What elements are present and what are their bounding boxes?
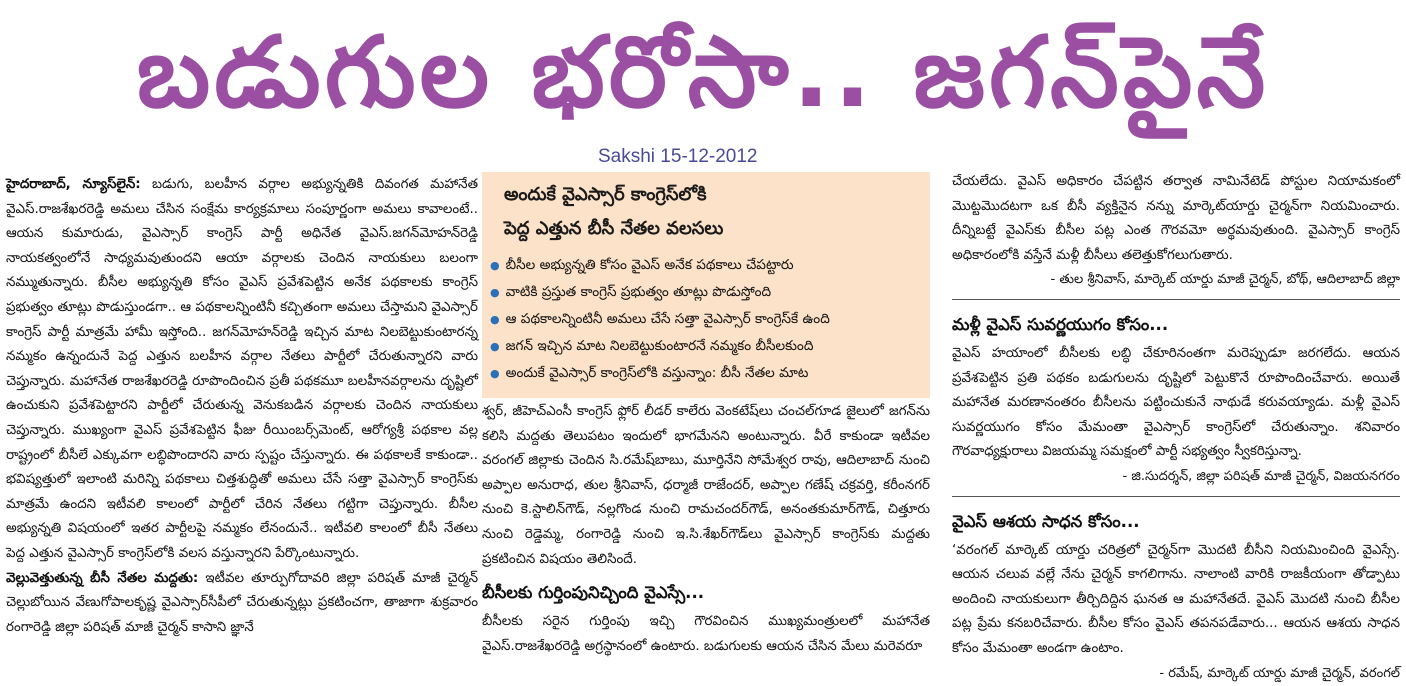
bullet-dot-icon: ● bbox=[490, 259, 500, 272]
bullet-dot-icon: ● bbox=[490, 313, 500, 326]
bullet-text: జగన్ ఇచ్చిన మాట నిలబెట్టుకుంటారనే నమ్మకం బీసీలకుంది bbox=[506, 338, 814, 354]
subheading: వైఎస్ ఆశయ సాధన కోసం... bbox=[952, 507, 1400, 537]
bullet-item bbox=[490, 360, 922, 387]
paragraph-support bbox=[6, 567, 478, 641]
paragraph-quote: చేయలేదు. వైఎస్ అధికారం చేపట్టిన తర్వాత నామినేటెడ్ పోస్టుల నియామకంలో మొట్టమొదటగా ఒక బీసీ వ్యక్తినైన నన్ను మార్కెట్‌యార్డు చైర్మన్‌గా నియమించారు. దీన్నిబట్టే వైఎస్‌కు బీసీల పట్ల ఎంత గౌరవమో అర్థమవుతుంది. వైఎస్సార్ కాంగ్రెస్ అధికారంలోకి వస్తేనే మళ్లీ బీసీలు తలెత్తుకోగలుగుతారు. bbox=[952, 170, 1400, 268]
bullet-dot-icon: ● bbox=[490, 286, 500, 299]
quote-signature: - తుల శ్రీనివాస్, మార్కెట్ యార్డు మాజీ చైర్మన్, బోథ్, ఆదిలాబాద్ జిల్లా bbox=[952, 268, 1400, 293]
bullet-item bbox=[490, 333, 922, 360]
dateline: Sakshi 15-12-2012 bbox=[598, 146, 808, 168]
subheading: బీసీలకు గుర్తింపునిచ్చింది వైఎస్సే... bbox=[482, 578, 930, 608]
subheading: మళ్లీ వైఎస్ సువర్ణయుగం కోసం... bbox=[952, 310, 1400, 340]
bullet-dot-icon: ● bbox=[490, 340, 500, 353]
paragraph-text: బీసీలకు సరైన గుర్తింపు ఇచ్చి గౌరవించిన ముఖ్యమంత్రులలో మహానేత వైఎస్.రాజశేఖరరెడ్డి అగ్రస్థానంలో ఉంటారు. బడుగులకు ఆయన చేసిన మేలు మరెవరూ bbox=[482, 610, 930, 659]
bullet-text: ఆ పథకాలన్నింటినీ అమలు చేసే సత్తా వైఎస్సార్ కాంగ్రెస్‌కే ఉంది bbox=[506, 311, 830, 327]
box-bullet-list bbox=[482, 252, 930, 387]
paragraph-runin: వెల్లువెత్తుతున్న బీసీ నేతల మద్దతు: bbox=[6, 571, 198, 586]
bullet-item bbox=[490, 306, 922, 333]
box-heading-line-1: అందుకే వైఎస్సార్ కాంగ్రెస్‌లోకి bbox=[504, 178, 920, 212]
quote-signature: - జి.సుదర్శన్, జిల్లా పరిషత్ మాజీ చైర్మన్, విజయనగరం bbox=[952, 465, 1400, 490]
article-column-2 bbox=[482, 400, 930, 664]
box-heading-line-2: పెద్ద ఎత్తున బీసీ నేతల వలసలు bbox=[504, 212, 920, 246]
article-column-3 bbox=[952, 170, 1400, 664]
paragraph-continued: శ్వర్, జీహెచ్‌ఎంసీ కాంగ్రెస్ ఫ్లోర్ లీడర్ కాలేరు వెంకటేష్‌లు చంచల్‌గూడ జైలులో జగన్‌ను కలిసి మద్దతు తెలుపటం ఇందులో భాగమేనని అంటున్నారు. వీరే కాకుండా ఇటీవల వరంగల్ జిల్లాకు చెందిన సి.రమేష్‌బాబు, మూర్తినేని సోమేశ్వర రావు, ఆదిలాబాద్ నుంచి అప్పాల అనురాధ, తుల శ్రీనివాస్, ధర్మాజీ రాజేందర్, అప్పాల గణేష్ చక్రవర్తి, కరీంనగర్ నుంచి కె.స్టాలిన్‌గౌడ్, నల్లగొండ నుంచి రామచందర్‌గౌడ్, అనంతకుమార్‌గౌడ్, చిత్తూరు నుంచి రెడ్డెమ్మ, రంగారెడ్డి నుంచి ఇ.సి.శేఖర్‌గౌడ్‌లు వైఎస్సార్ కాంగ్రెస్‌కు మద్దతు ప్రకటించిన విషయం తెలిసిందే. bbox=[482, 400, 930, 572]
highlight-box bbox=[482, 172, 930, 398]
paragraph-intro bbox=[6, 173, 478, 567]
paragraph-quote: ‘వరంగల్ మార్కెట్ యార్డు చరిత్రలో చైర్మన్‌గా మొదటి బీసీని నియమించింది వైఎస్సే. ఆయన చలువ వల్లే నేను చైర్మన్ కాగలిగాను. నాలాంటి వారికి రాజకీయంగా తోడ్పాటు అందించి నాయకులుగా తీర్చిదిద్దిన ఘనత ఆ మహానేతదే. వైఎస్ మొదటి నుంచి బీసీల పట్ల ప్రేమ కనబరిచేవారు. బీసీల కోసం వైఎస్ తపనపడేవారు... ఆయన ఆశయ సాధన కోసం మేమంతా అండగా ఉంటాం. bbox=[952, 539, 1400, 662]
bullet-item bbox=[490, 252, 922, 279]
headline: బడుగుల భరోసా.. జగన్‌పైనే bbox=[0, 0, 1406, 146]
paragraph-quote: వైఎస్ హయాంలో బీసీలకు లబ్ధి చేకూరినంతగా మరెప్పుడూ జరగలేదు. ఆయన ప్రవేశపెట్టిన ప్రతి పథకం బడుగులను దృష్టిలో పెట్టుకొనే రూపొందించేవారు. అయితే మహానేత మరణానంతరం బీసీలను పట్టించుకునే నాథుడే కరువయ్యాడు. మళ్లీ వైఎస్ సువర్ణయుగం కోసం మేమంతా వైఎస్సార్ కాంగ్రెస్‌లో చేరుతున్నాం. శనివారం గౌరవాధ్యక్షురాలు విజయమ్మ సమక్షంలో పార్టీ సభ్యత్వం స్వీకరిస్తున్నా. bbox=[952, 342, 1400, 465]
divider bbox=[952, 496, 1400, 497]
article-column-1 bbox=[6, 173, 478, 663]
bullet-text: అందుకే వైఎస్సార్ కాంగ్రెస్‌లోకి వస్తున్నాం: బీసీ నేతల మాట bbox=[506, 365, 809, 381]
paragraph-runin: హైదరాబాద్, న్యూస్‌లైన్: bbox=[6, 177, 141, 192]
bullet-text: బీసీల అభ్యున్నతి కోసం వైఎస్ అనేక పథకాలు చేపట్టారు bbox=[506, 257, 794, 273]
box-heading bbox=[482, 172, 930, 246]
paragraph-text: బడుగు, బలహీన వర్గాల అభ్యున్నతికి దివంగత మహానేత వైఎస్.రాజశేఖరరెడ్డి అమలు చేసిన సంక్షేమ కార్యక్రమాలు సంపూర్ణంగా అమలు కావాలంటే.. ఆయన కుమారుడు, వైఎస్సార్ కాంగ్రెస్ పార్టీ అధినేత వైఎస్.జగన్‌మోహన్‌రెడ్డి నాయకత్వంలోనే సాధ్యమవుతుందని ఆయా వర్గాలకు చెందిన నాయకులు బలంగా నమ్ముతున్నారు. బీసీల అభ్యున్నతి కోసం వైఎస్ ప్రవేశపెట్టిన అనేక పథకాలకు కాంగ్రెస్ ప్రభుత్వం తూట్లు పొడుస్తుండగా.. ఆ పథకాలన్నింటినీ కచ్చితంగా అమలు చేస్తామని వైఎస్సార్ కాంగ్రెస్ పార్టీ మాత్రమే హామీ ఇస్తోంది.. జగన్‌మోహన్‌రెడ్డి ఇచ్చిన మాట నిలబెట్టుకుంటారన్న నమ్మకం ఉన్నందునే పెద్ద ఎత్తున బలహీన వర్గాల నేతలు పార్టీలో చేరుతున్నారని వారు చెప్తున్నారు. మహానేత రాజశేఖరరెడ్డి రూపొందించిన ప్రతీ పథకమూ బలహీనవర్గాలను దృష్టిలో ఉంచుకుని ప్రవేశపెట్టారని పార్టీలో చేరుతున్న వెనుకబడిన వర్గాలకు చెందిన నాయకులు చెప్తున్నారు. ముఖ్యంగా వైఎస్ ప్రవేశపెట్టిన ఫీజు రీయింబర్స్‌మెంట్, ఆరోగ్యశ్రీ పథకాల వల్ల రాష్ట్రంలో బీసీలే ఎక్కువగా లబ్ధిపొందారని వారు స్పష్టం చేస్తున్నారు. ఈ పథకాలకే కాకుండా.. భవిష్యత్తులో ఇలాంటి మరిన్ని పథకాలు చిత్తశుద్ధితో అమలు చేసే సత్తా వైఎస్సార్ కాంగ్రెస్‌కు మాత్రమే ఉందని ఇటీవలి కాలంలో పార్టీలో చేరిన నేతలు గట్టిగా చెప్తున్నారు. బీసీల అభ్యున్నతి విషయంలో ఇతర పార్టీలపై నమ్మకం లేనందునే.. ఇటీవలి కాలంలో బీసీ నేతలు పెద్ద ఎత్తున వైఎస్సార్ కాంగ్రెస్‌లోకి వలస వస్తున్నారని పేర్కొంటున్నారు. bbox=[6, 177, 478, 561]
paragraph-text: ఇటీవల తూర్పుగోదావరి జిల్లా పరిషత్ మాజీ చైర్మన్ చెల్లుబోయిన వేణుగోపాలకృష్ణ వైఎస్సార్‌సీపీలో చేరుతున్నట్లు ప్రకటించగా, తాజాగా శుక్రవారం రంగారెడ్డి జిల్లా పరిషత్ మాజీ చైర్మన్ కాసాని జ్ఞానే bbox=[6, 571, 478, 635]
bullet-dot-icon: ● bbox=[490, 367, 500, 380]
bullet-item bbox=[490, 279, 922, 306]
quote-signature: - రమేష్, మార్కెట్ యార్డు మాజీ చైర్మన్, వరంగల్ bbox=[952, 662, 1400, 686]
bullet-text: వాటికి ప్రస్తుత కాంగ్రెస్ ప్రభుత్వం తూట్లు పొడుస్తోంది bbox=[506, 284, 771, 300]
divider bbox=[952, 299, 1400, 300]
